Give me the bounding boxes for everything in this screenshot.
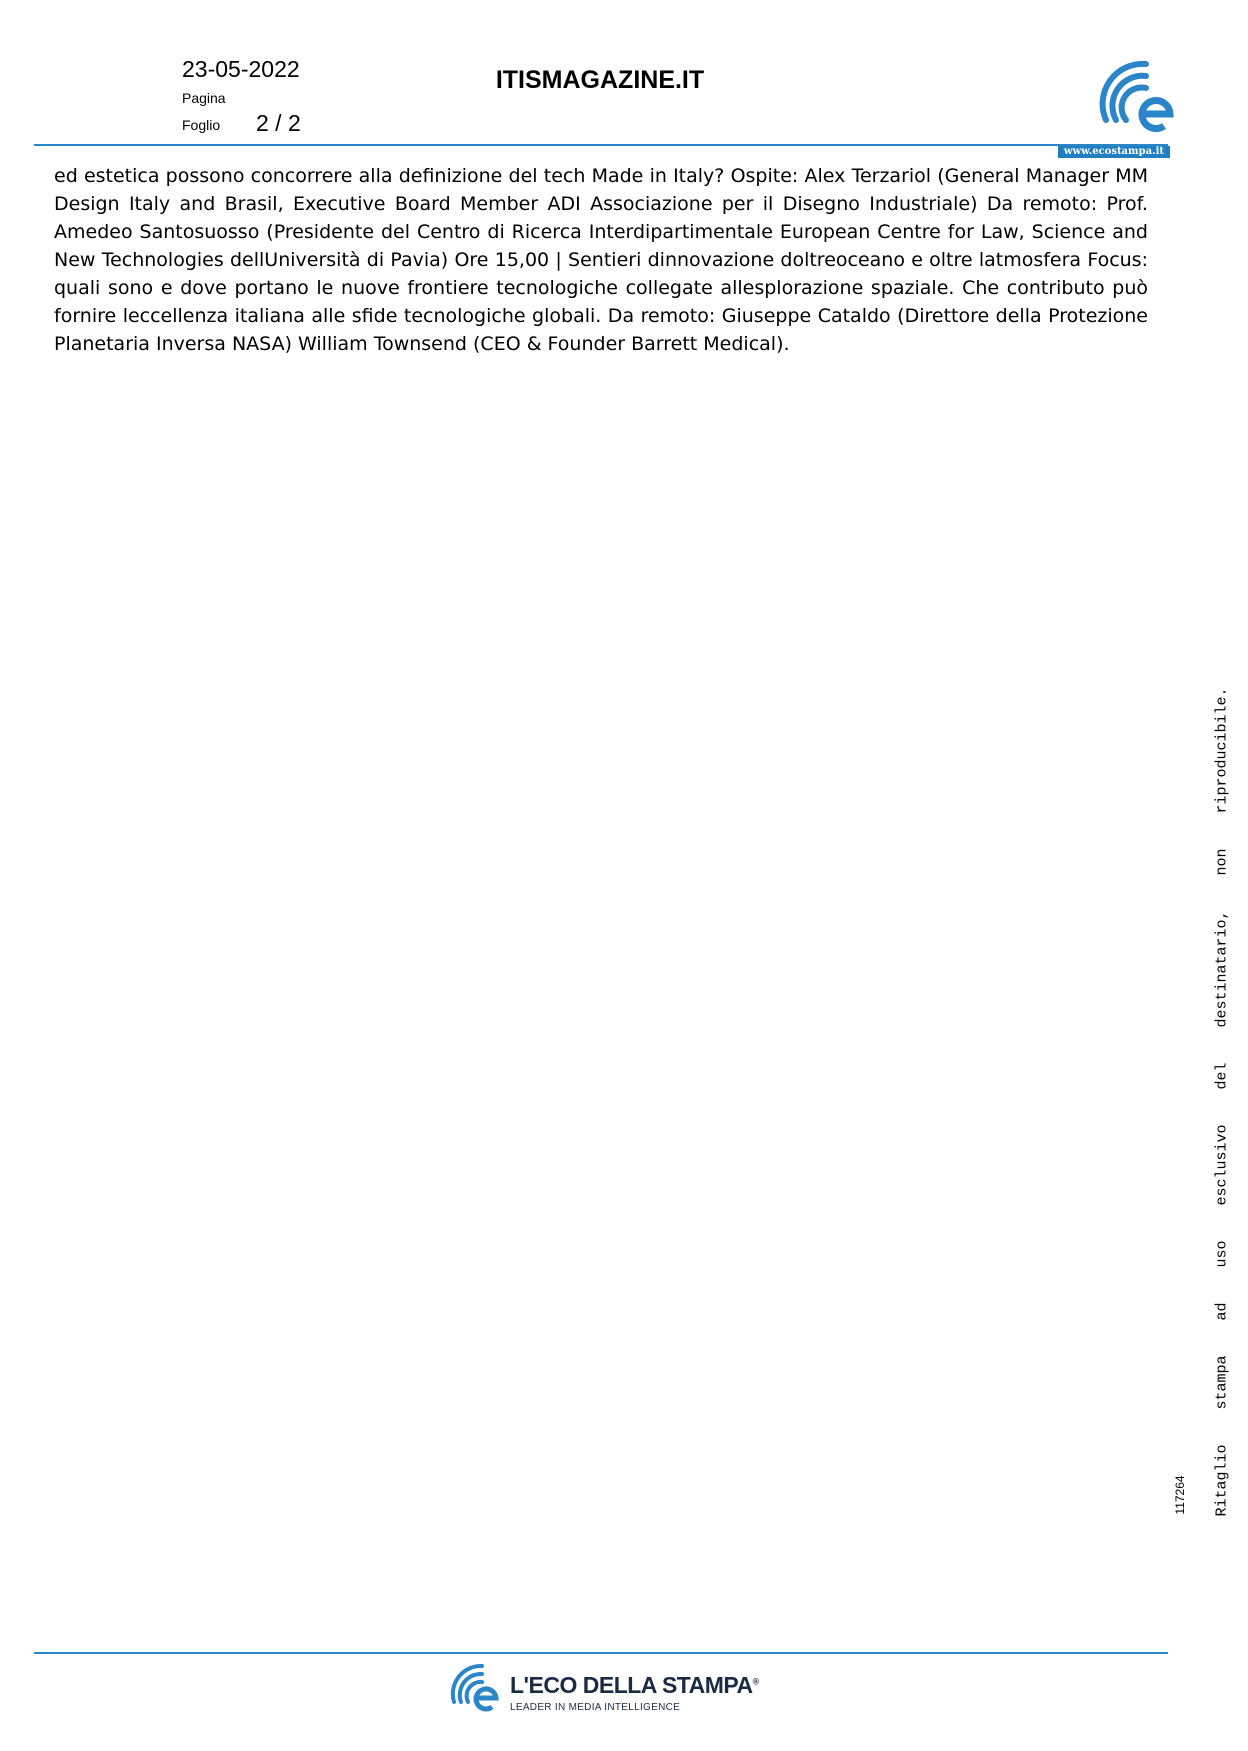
publication-title: ITISMAGAZINE.IT xyxy=(495,66,705,94)
ecostampa-logo-icon xyxy=(1098,54,1178,138)
article-body: ed estetica possono concorrere alla definizione del tech Made in Italy? Ospite: Alex Terzariol (General Manager MM Design Italy and Brasil, Executive Board Member ADI Associazione per il Disegno Industriale) Da remoto: Prof. Amedeo Santosuosso (Presidente del Centro di Ricerca Interdipartimentale European Centre for Law, Science and New Technologies dellUniversità di Pavia) Ore 15,00 | Sentieri dinnovazione doltreoceano e oltre latmosfera Focus: quali sono e dove portano le nuove frontiere tecnologiche collegate allesplorazione spaziale. Che contributo può fornire leccellenza italiana alle sfide tecnologiche globali. Da remoto: Giuseppe Cataldo (Direttore della Protezione Planetaria Inversa NASA) William Townsend (CEO & Founder Barrett Medical). xyxy=(54,165,1148,355)
footer-brand-name: L'ECO DELLA STAMPA xyxy=(510,1672,753,1698)
copyright-notice: Ritaglio stampa ad uso esclusivo del destinatario, non riproducibile. xyxy=(1213,687,1231,1517)
ecostampa-url[interactable]: www.ecostampa.it xyxy=(1058,146,1170,158)
footer-brand xyxy=(510,1672,759,1699)
footer-tagline: LEADER IN MEDIA INTELLIGENCE xyxy=(510,1702,681,1713)
header-divider xyxy=(34,144,1168,146)
foglio-value: 2 / 2 xyxy=(256,110,301,136)
foglio-label: Foglio xyxy=(182,117,221,133)
registered-mark: ® xyxy=(752,1676,759,1687)
clipping-date: 23-05-2022 xyxy=(182,56,300,82)
eco-della-stampa-logo-icon xyxy=(450,1660,502,1712)
pagina-label: Pagina xyxy=(182,90,226,106)
document-id: 117264 xyxy=(1173,1475,1187,1515)
footer-divider xyxy=(34,1652,1168,1654)
